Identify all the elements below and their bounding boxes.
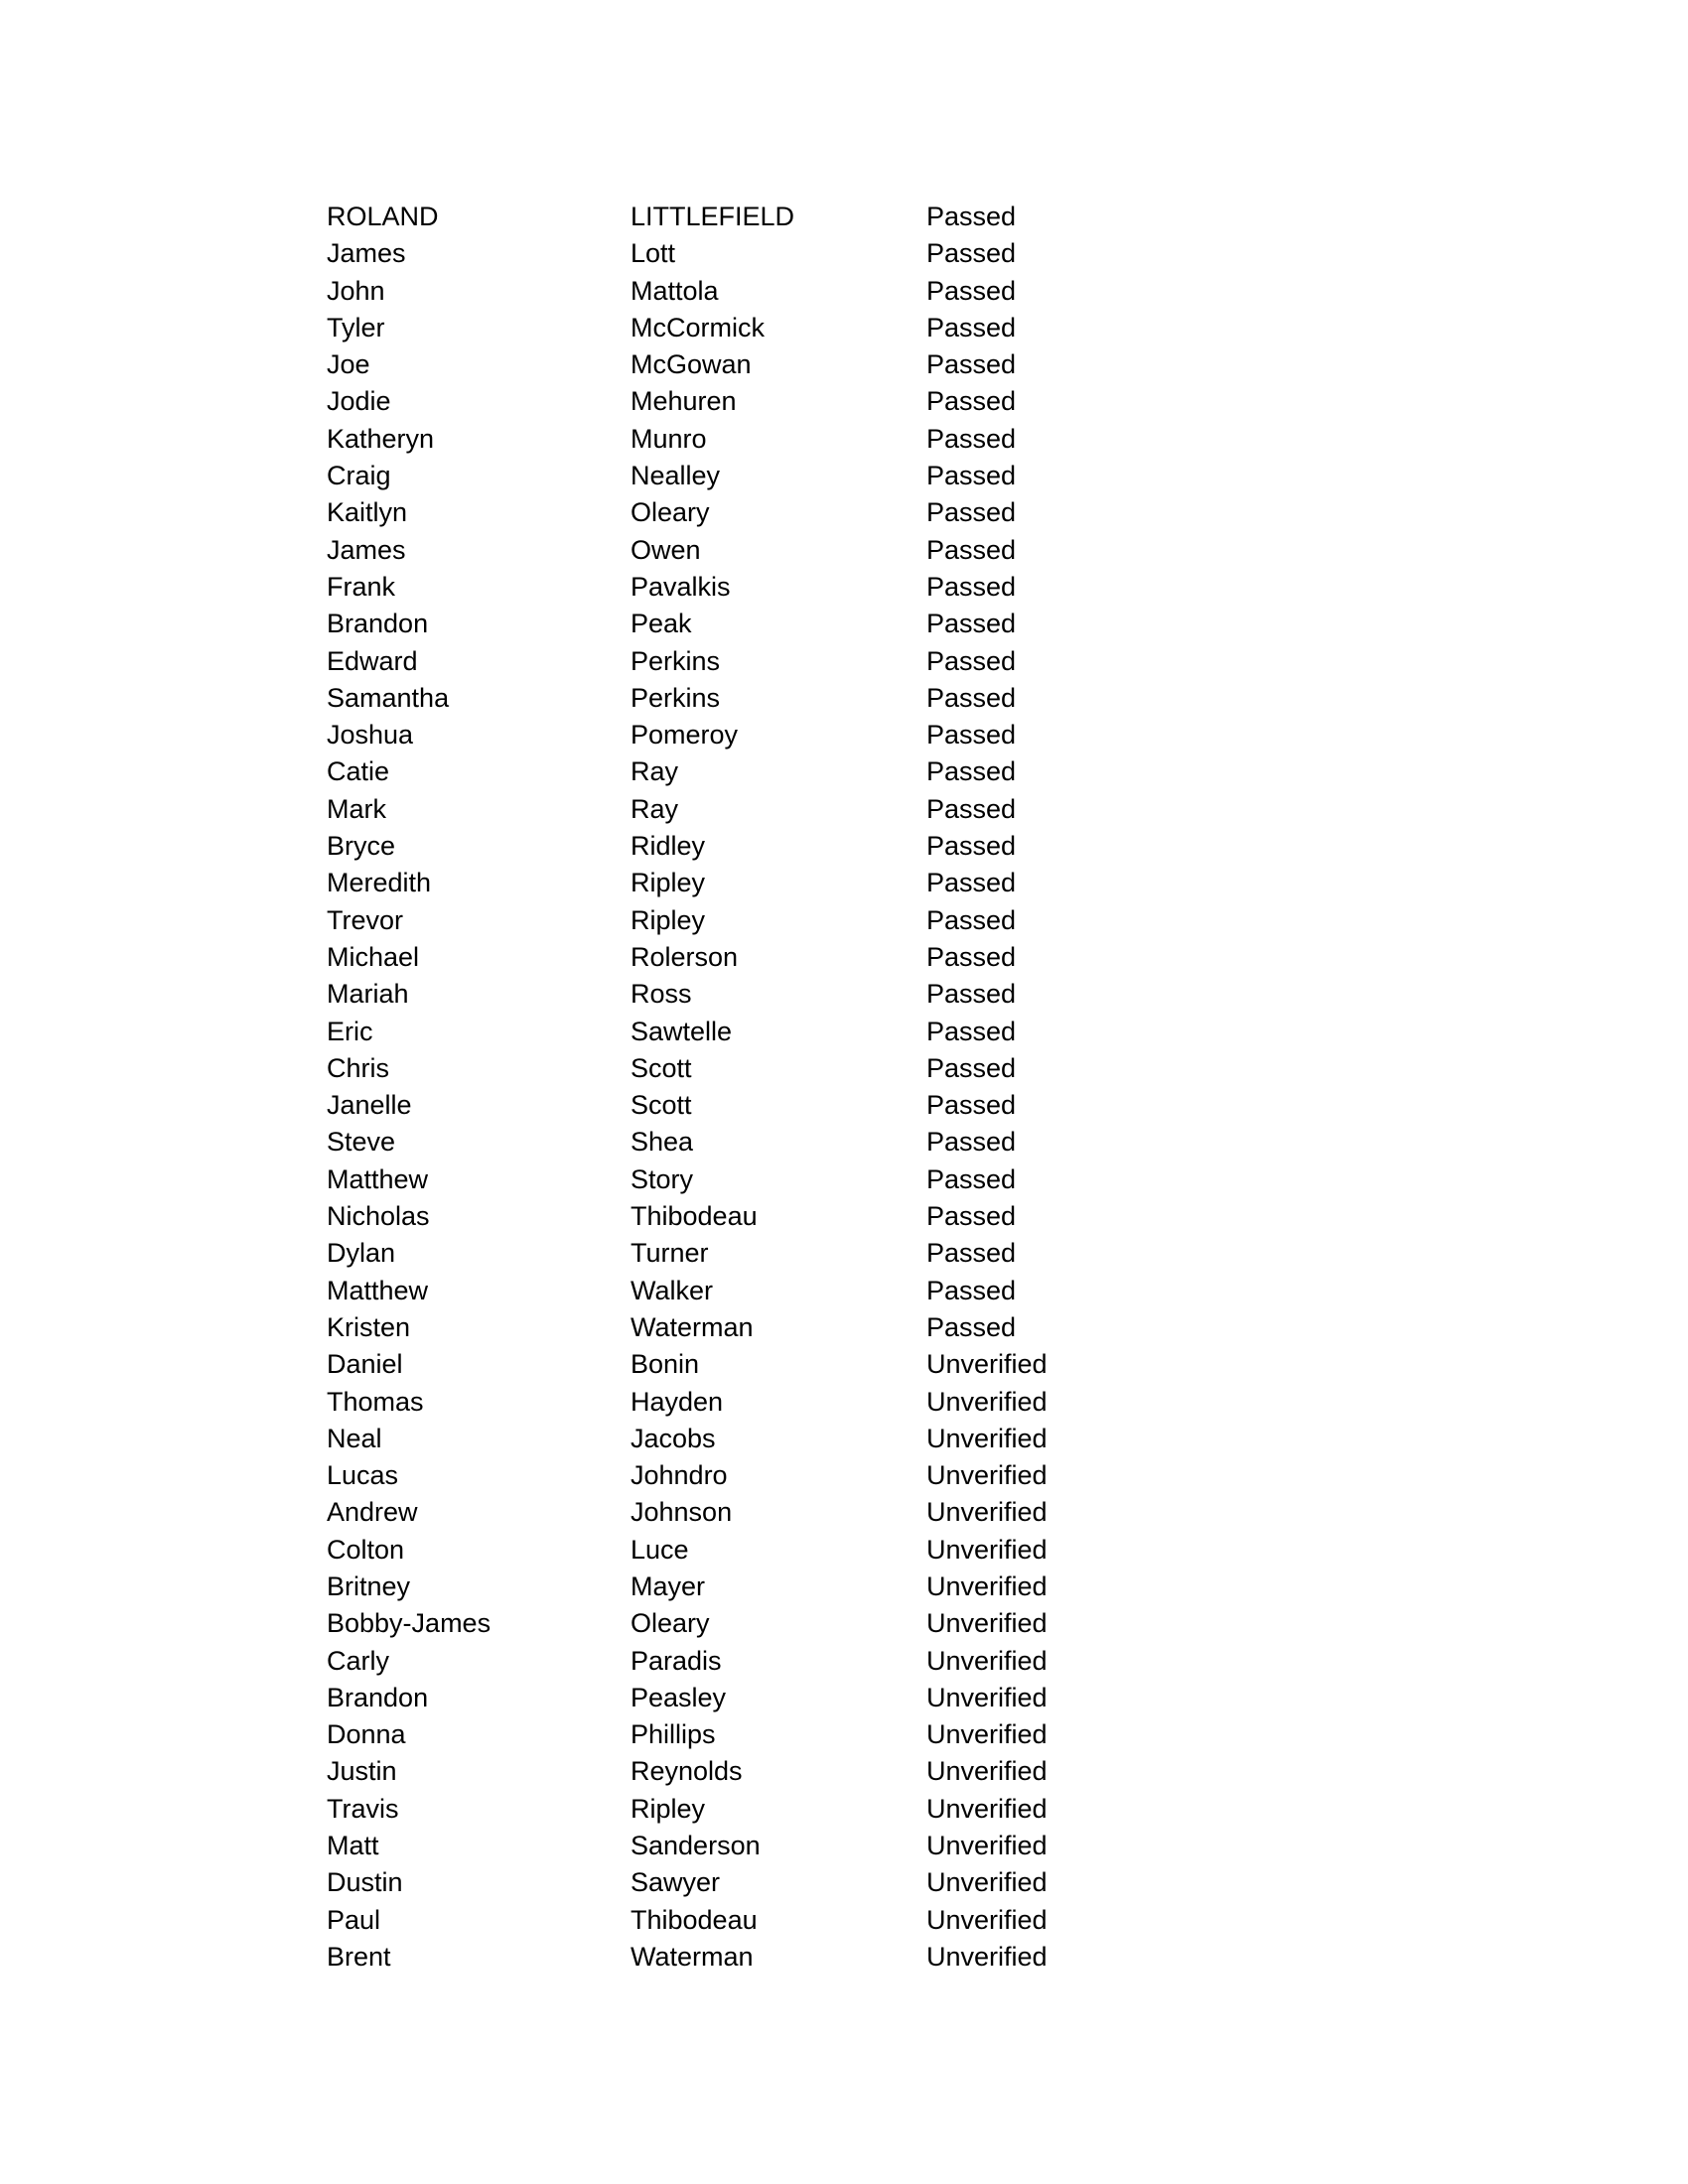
status-cell: Passed	[926, 609, 1017, 639]
last-name-cell: Pavalkis	[631, 571, 731, 602]
first-name-cell: Trevor	[327, 904, 404, 935]
last-name-cell: Mattola	[631, 275, 719, 306]
table-row	[327, 1828, 1125, 1864]
last-name-cell: Phillips	[631, 1719, 716, 1750]
status-cell: Unverified	[926, 1497, 1048, 1528]
last-name-cell: Sawtelle	[631, 1016, 733, 1046]
last-name-cell: Owen	[631, 534, 701, 565]
table-row	[327, 865, 1125, 901]
status-cell: Unverified	[926, 1867, 1048, 1898]
last-name-cell: Ridley	[631, 831, 706, 862]
first-name-cell: James	[327, 238, 406, 269]
status-cell: Unverified	[926, 1645, 1048, 1676]
last-name-cell: Mayer	[631, 1570, 706, 1601]
table-row	[327, 976, 1125, 1013]
last-name-cell: LITTLEFIELD	[631, 202, 795, 231]
last-name-cell: Johndro	[631, 1460, 728, 1491]
status-cell: Unverified	[926, 1793, 1048, 1824]
status-cell: Unverified	[926, 1608, 1048, 1639]
status-cell: Passed	[926, 1311, 1017, 1342]
status-cell: Passed	[926, 238, 1017, 269]
table-row	[327, 383, 1125, 420]
first-name-cell: Matthew	[327, 1163, 429, 1194]
first-name-cell: Meredith	[327, 868, 432, 898]
last-name-cell: McGowan	[631, 349, 752, 380]
table-row	[327, 717, 1125, 753]
first-name-cell: Lucas	[327, 1460, 399, 1491]
table-row	[327, 1569, 1125, 1605]
first-name-cell: Eric	[327, 1016, 373, 1046]
status-cell: Passed	[926, 756, 1017, 787]
first-name-cell: John	[327, 275, 385, 306]
status-cell: Passed	[926, 1016, 1017, 1046]
status-cell: Passed	[926, 1201, 1017, 1232]
status-cell: Passed	[926, 1052, 1017, 1083]
last-name-cell: Reynolds	[631, 1756, 743, 1787]
status-cell: Passed	[926, 534, 1017, 565]
first-name-cell: Brandon	[327, 1682, 429, 1712]
first-name-cell: Tyler	[327, 312, 385, 342]
first-name-cell: Chris	[327, 1052, 390, 1083]
status-cell: Passed	[926, 904, 1017, 935]
status-cell: Passed	[926, 720, 1017, 751]
table-row	[327, 1716, 1125, 1753]
table-row	[327, 1753, 1125, 1790]
table-row	[327, 1791, 1125, 1828]
first-name-cell: Craig	[327, 461, 391, 491]
first-name-cell: Paul	[327, 1904, 381, 1935]
last-name-cell: Paradis	[631, 1645, 722, 1676]
status-cell: Passed	[926, 1090, 1017, 1121]
status-cell: Unverified	[926, 1386, 1048, 1417]
first-name-cell: ROLAND	[327, 202, 439, 231]
first-name-cell: Mark	[327, 793, 386, 824]
status-cell: Passed	[926, 275, 1017, 306]
table-row	[327, 753, 1125, 790]
table-row	[327, 1605, 1125, 1642]
status-cell: Passed	[926, 202, 1017, 231]
status-cell: Unverified	[926, 1941, 1048, 1972]
last-name-cell: Munro	[631, 423, 707, 454]
table-row	[327, 569, 1125, 606]
first-name-cell: Kristen	[327, 1311, 411, 1342]
first-name-cell: Michael	[327, 941, 420, 972]
last-name-cell: Nealley	[631, 461, 721, 491]
first-name-cell: Justin	[327, 1756, 397, 1787]
first-name-cell: Andrew	[327, 1497, 418, 1528]
last-name-cell: Johnson	[631, 1497, 733, 1528]
last-name-cell: Ripley	[631, 904, 706, 935]
status-cell: Unverified	[926, 1534, 1048, 1565]
table-row	[327, 1014, 1125, 1050]
first-name-cell: Mariah	[327, 979, 409, 1010]
status-cell: Passed	[926, 793, 1017, 824]
last-name-cell: Lott	[631, 238, 676, 269]
first-name-cell: Joshua	[327, 720, 414, 751]
last-name-cell: Oleary	[631, 1608, 710, 1639]
last-name-cell: Waterman	[631, 1941, 754, 1972]
first-name-cell: Britney	[327, 1570, 411, 1601]
last-name-cell: Ripley	[631, 1793, 706, 1824]
status-cell: Passed	[926, 497, 1017, 528]
status-cell: Passed	[926, 1163, 1017, 1194]
status-cell: Passed	[926, 979, 1017, 1010]
table-row	[327, 1309, 1125, 1346]
table-row	[327, 1050, 1125, 1087]
status-cell: Passed	[926, 571, 1017, 602]
last-name-cell: Sawyer	[631, 1867, 721, 1898]
first-name-cell: Bobby-James	[327, 1608, 492, 1639]
status-cell: Passed	[926, 312, 1017, 342]
table-row	[327, 1124, 1125, 1160]
status-cell: Unverified	[926, 1831, 1048, 1861]
first-name-cell: Daniel	[327, 1349, 403, 1380]
table-row	[327, 1161, 1125, 1198]
table-row	[327, 199, 1125, 235]
first-name-cell: Catie	[327, 756, 390, 787]
status-cell: Passed	[926, 941, 1017, 972]
name-status-table	[327, 199, 1125, 1976]
status-cell: Passed	[926, 423, 1017, 454]
last-name-cell: Rolerson	[631, 941, 739, 972]
last-name-cell: Waterman	[631, 1311, 754, 1342]
first-name-cell: Brandon	[327, 609, 429, 639]
status-cell: Unverified	[926, 1904, 1048, 1935]
status-cell: Passed	[926, 868, 1017, 898]
first-name-cell: James	[327, 534, 406, 565]
last-name-cell: Ray	[631, 793, 679, 824]
last-name-cell: Scott	[631, 1052, 692, 1083]
last-name-cell: Ray	[631, 756, 679, 787]
last-name-cell: Oleary	[631, 497, 710, 528]
last-name-cell: McCormick	[631, 312, 765, 342]
last-name-cell: Mehuren	[631, 386, 737, 417]
first-name-cell: Frank	[327, 571, 396, 602]
status-cell: Passed	[926, 831, 1017, 862]
status-cell: Unverified	[926, 1756, 1048, 1787]
first-name-cell: Nicholas	[327, 1201, 430, 1232]
table-row	[327, 458, 1125, 494]
first-name-cell: Brent	[327, 1941, 391, 1972]
last-name-cell: Shea	[631, 1127, 694, 1158]
first-name-cell: Dustin	[327, 1867, 403, 1898]
status-cell: Unverified	[926, 1682, 1048, 1712]
status-cell: Passed	[926, 645, 1017, 676]
table-row	[327, 902, 1125, 939]
last-name-cell: Turner	[631, 1238, 709, 1269]
first-name-cell: Steve	[327, 1127, 396, 1158]
status-cell: Passed	[926, 461, 1017, 491]
first-name-cell: Edward	[327, 645, 418, 676]
table-row	[327, 680, 1125, 717]
last-name-cell: Bonin	[631, 1349, 700, 1380]
table-row	[327, 606, 1125, 642]
last-name-cell: Ross	[631, 979, 692, 1010]
table-row	[327, 346, 1125, 383]
first-name-cell: Thomas	[327, 1386, 424, 1417]
table-row	[327, 494, 1125, 531]
first-name-cell: Katheryn	[327, 423, 435, 454]
table-row	[327, 1346, 1125, 1383]
last-name-cell: Luce	[631, 1534, 689, 1565]
last-name-cell: Perkins	[631, 682, 721, 713]
status-cell: Passed	[926, 682, 1017, 713]
table-row	[327, 643, 1125, 680]
first-name-cell: Carly	[327, 1645, 390, 1676]
table-row	[327, 1902, 1125, 1939]
table-row	[327, 1273, 1125, 1309]
first-name-cell: Matt	[327, 1831, 379, 1861]
first-name-cell: Dylan	[327, 1238, 396, 1269]
table-row	[327, 235, 1125, 272]
table-row	[327, 828, 1125, 865]
first-name-cell: Janelle	[327, 1090, 412, 1121]
status-cell: Unverified	[926, 1423, 1048, 1453]
first-name-cell: Bryce	[327, 831, 396, 862]
first-name-cell: Neal	[327, 1423, 382, 1453]
table-row	[327, 1864, 1125, 1901]
first-name-cell: Kaitlyn	[327, 497, 408, 528]
table-row	[327, 1532, 1125, 1569]
first-name-cell: Matthew	[327, 1275, 429, 1305]
table-row	[327, 532, 1125, 569]
last-name-cell: Walker	[631, 1275, 714, 1305]
status-cell: Passed	[926, 1238, 1017, 1269]
table-row	[327, 421, 1125, 458]
last-name-cell: Pomeroy	[631, 720, 739, 751]
table-row	[327, 1421, 1125, 1457]
status-cell: Unverified	[926, 1570, 1048, 1601]
table-body	[327, 199, 1125, 1976]
first-name-cell: Joe	[327, 349, 370, 380]
last-name-cell: Thibodeau	[631, 1904, 758, 1935]
last-name-cell: Ripley	[631, 868, 706, 898]
first-name-cell: Samantha	[327, 682, 450, 713]
status-cell: Unverified	[926, 1719, 1048, 1750]
table-row	[327, 939, 1125, 976]
status-cell: Passed	[926, 1127, 1017, 1158]
first-name-cell: Donna	[327, 1719, 406, 1750]
first-name-cell: Colton	[327, 1534, 405, 1565]
table-row	[327, 1643, 1125, 1680]
last-name-cell: Thibodeau	[631, 1201, 758, 1232]
table-row	[327, 1384, 1125, 1421]
first-name-cell: Jodie	[327, 386, 391, 417]
table-row	[327, 1087, 1125, 1124]
status-cell: Passed	[926, 386, 1017, 417]
last-name-cell: Peak	[631, 609, 692, 639]
table-row	[327, 1680, 1125, 1716]
table-row	[327, 273, 1125, 310]
last-name-cell: Story	[631, 1163, 694, 1194]
last-name-cell: Jacobs	[631, 1423, 716, 1453]
last-name-cell: Sanderson	[631, 1831, 761, 1861]
status-cell: Passed	[926, 1275, 1017, 1305]
table-row	[327, 1494, 1125, 1531]
last-name-cell: Hayden	[631, 1386, 724, 1417]
table-row	[327, 1235, 1125, 1272]
table-row	[327, 1457, 1125, 1494]
last-name-cell: Peasley	[631, 1682, 727, 1712]
table-row	[327, 1939, 1125, 1976]
status-cell: Passed	[926, 349, 1017, 380]
first-name-cell: Travis	[327, 1793, 399, 1824]
status-cell: Unverified	[926, 1460, 1048, 1491]
table-row	[327, 791, 1125, 828]
status-cell: Unverified	[926, 1349, 1048, 1380]
last-name-cell: Scott	[631, 1090, 692, 1121]
table-row	[327, 1198, 1125, 1235]
table-row	[327, 310, 1125, 346]
last-name-cell: Perkins	[631, 645, 721, 676]
